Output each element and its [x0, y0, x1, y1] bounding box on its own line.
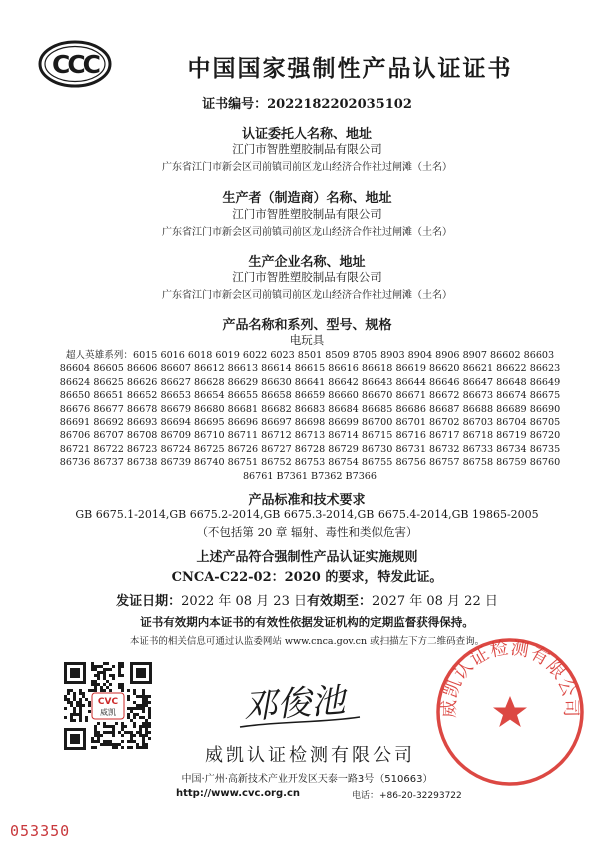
- svg-text:CCC: CCC: [51, 50, 99, 79]
- model-line: 86650 86651 86652 86653 86654 86655 86658 86659 86660 86670 86671 86672 86673 86674 86675: [59, 390, 561, 402]
- validity-notice: 证书有效期内本证书的有效性依据发证机构的定期监督获得保持。: [140, 615, 474, 629]
- svg-text:威凯认证检测有限公司: 威凯认证检测有限公司: [438, 637, 582, 719]
- model-line: 86736 86737 86738 86739 86740 86751 86752 86753 86754 86755 86756 86757 86758 86759 86760: [59, 457, 561, 469]
- factory-name: 江门市智胜塑胶制品有限公司: [232, 270, 382, 284]
- standards-exclusion: （不包括第 20 章 辐射、毒性和类似危害）: [196, 525, 418, 539]
- manufacturer-address: 广东省江门市新会区司前镇司前区龙山经济合作社过闸滩（土名）: [162, 227, 452, 238]
- qr-badge-sub: 威凯: [100, 708, 116, 717]
- applicant-address: 广东省江门市新会区司前镇司前区龙山经济合作社过闸滩（土名）: [162, 162, 452, 173]
- issuer-address: 中国·广州·高新技术产业开发区天泰一路3号（510663）: [181, 774, 433, 785]
- expiry-date-label: 有效期至：: [307, 594, 373, 609]
- issuer-phone: 电话：+86-20-32293722: [352, 791, 462, 801]
- product-heading: 产品名称和系列、型号、规格: [222, 318, 392, 333]
- model-line: 超人英雄系列：6015 6016 6018 6019 6022 6023 8501 8509 8705 8903 8904 8906 8907 86602 86603: [65, 350, 555, 361]
- serial-number: 053350: [10, 822, 71, 840]
- issue-date: 2022 年 08 月 23 日: [181, 594, 307, 609]
- standards-heading: 产品标准和技术要求: [248, 493, 366, 508]
- applicant-heading: 认证委托人名称、地址: [241, 127, 372, 142]
- qr-code[interactable]: [62, 660, 154, 752]
- certificate-title: 中国国家强制性产品认证证书: [187, 56, 513, 82]
- issuer-name: 威凯认证检测有限公司: [205, 745, 415, 766]
- qr-badge-text: CVC: [97, 697, 119, 707]
- certificate-number: [0, 93, 614, 112]
- expiry-date: 2027 年 08 月 22 日: [372, 594, 498, 609]
- model-line: 86691 86692 86693 86694 86695 86696 86697 86698 86699 86700 86701 86702 86703 86704 86705: [59, 417, 561, 429]
- product-name: 电玩具: [289, 333, 325, 347]
- certificate-number-label: 证书编号：: [202, 97, 268, 112]
- model-line: 86624 86625 86626 86627 86628 86629 86630 86641 86642 86643 86644 86646 86647 86648 86649: [59, 376, 561, 388]
- model-line: 86604 86605 86606 86607 86612 86613 86614 86615 86616 86618 86619 86620 86621 86622 86623: [59, 363, 561, 375]
- signature: [210, 675, 380, 737]
- factory-address: 广东省江门市新会区司前镇司前区龙山经济合作社过闸滩（土名）: [162, 290, 452, 301]
- applicant-name: 江门市智胜塑胶制品有限公司: [232, 142, 382, 156]
- svg-text:邓俊池: 邓俊池: [241, 680, 347, 728]
- model-line: 86706 86707 86708 86709 86710 86711 86712 86713 86714 86715 86716 86717 86718 86719 86720: [59, 430, 561, 442]
- model-line: 86721 86722 86723 86724 86725 86726 86727 86728 86729 86730 86731 86732 86733 86734 86735: [59, 443, 561, 455]
- issue-date-label: 发证日期：: [116, 594, 182, 609]
- factory-heading: 生产企业名称、地址: [248, 255, 366, 270]
- product-models: [54, 349, 566, 483]
- ccc-logo: [38, 40, 112, 88]
- standards-list: GB 6675.1-2014,GB 6675.2-2014,GB 6675.3-2014,GB 6675.4-2014,GB 19865-2005: [75, 508, 539, 521]
- conformity-statement: 上述产品符合强制性产品认证实施规则: [196, 550, 418, 565]
- verification-notice: 本证书的相关信息可通过认监委网站 www.cnca.gov.cn 或扫描左下方二维码查询。: [129, 636, 485, 647]
- certificate-number-value: 2022182202035102: [267, 97, 412, 112]
- manufacturer-heading: 生产者（制造商）名称、地址: [222, 191, 392, 206]
- manufacturer-name: 江门市智胜塑胶制品有限公司: [232, 207, 382, 221]
- model-line: 86676 86677 86678 86679 86680 86681 86682 86683 86684 86685 86686 86687 86688 86689 86690: [59, 403, 561, 415]
- conformity-rule: CNCA-C22-02：2020 的要求，特发此证。: [171, 570, 443, 585]
- issuer-website[interactable]: http://www.cvc.org.cn: [176, 788, 300, 799]
- model-line: 86761 B7361 B7362 B7366: [242, 470, 378, 482]
- validity-dates: [0, 590, 614, 609]
